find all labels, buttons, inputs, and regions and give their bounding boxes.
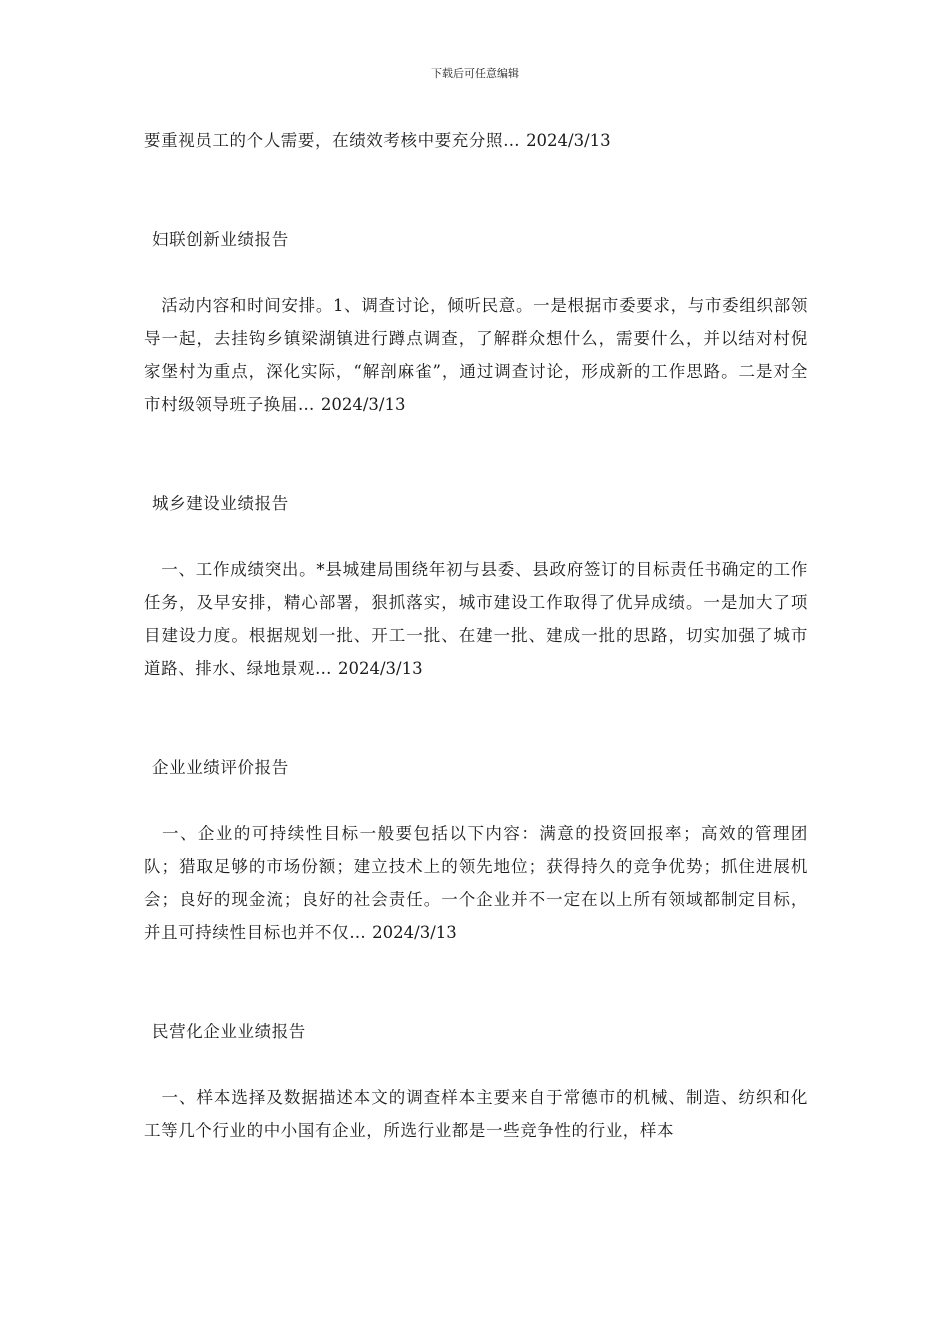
article-summary-text: 活动内容和时间安排。1、调查讨论，倾听民意。一是根据市委要求，与市委组织部领导一起，去挂钩乡镇梁湖镇进行蹲点调查，了解群众想什么，需要什么，并以结对村倪家堡村为重点，深化实际，“解剖麻雀”，通过调查讨论，形成新的工作思路。二是对全市村级领导班子换届… <box>144 296 808 414</box>
article-date: 2024/3/13 <box>372 923 457 942</box>
article-title[interactable]: 妇联创新业绩报告 <box>152 230 289 249</box>
article-date: 2024/3/13 <box>337 659 423 678</box>
article-summary <box>144 553 808 685</box>
article-summary-text: 一、企业的可持续性目标一般要包括以下内容：满意的投资回报率；高效的管理团队；猎取足够的市场份额；建立技术上的领先地位；获得持久的竞争优势；抓住进展机会；良好的现金流；良好的社会责任。一个企业并不一定在以上所有领域都制定目标，并且可持续性目标也并不仅… <box>144 824 808 942</box>
article-summary-text: 一、工作成绩突出。*县城建局围绕年初与县委、县政府签订的目标责任书确定的工作任务，及早安排，精心部署，狠抓落实，城市建设工作取得了优异成绩。一是加大了项目建设力度。根据规划一批、开工一批、在建一批、建成一批的思路，切实加强了城市道路、排水、绿地景观… <box>144 560 808 678</box>
article-summary <box>144 1081 808 1147</box>
article-summary-text: 一、样本选择及数据描述本文的调查样本主要来自于常德市的机械、制造、纺织和化工等几个行业的中小国有企业，所选行业都是一些竞争性的行业，样本 <box>144 1088 808 1140</box>
document-body <box>144 124 808 1147</box>
intro-date: 2024/3/13 <box>526 131 611 150</box>
article-title[interactable]: 企业业绩评价报告 <box>152 758 289 777</box>
article-summary <box>144 289 808 421</box>
article-date: 2024/3/13 <box>320 395 406 414</box>
article-summary <box>144 817 808 949</box>
intro-text: 要重视员工的个人需要，在绩效考核中要充分照… <box>144 131 521 150</box>
intro-paragraph <box>144 124 808 157</box>
article-title[interactable]: 城乡建设业绩报告 <box>152 494 289 513</box>
page-header: 下载后可任意编辑 <box>431 67 519 80</box>
article-title[interactable]: 民营化企业业绩报告 <box>152 1022 306 1041</box>
